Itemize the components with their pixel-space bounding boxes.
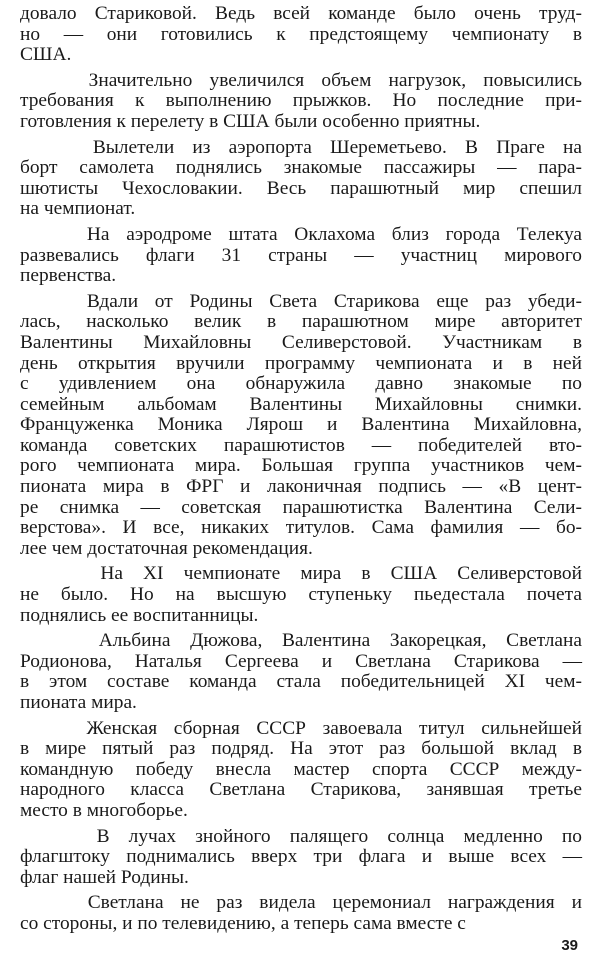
text-line: Валентины Михайловны Селиверстовой. Участникам в [20,331,582,353]
text-line: В лучах знойного палящего солнца медленно по [20,825,582,847]
paragraph [20,225,582,287]
text-line: Светлана не раз видела церемониал награждения и [20,892,582,914]
text-line: Женская сборная СССР завоевала титул сильнейшей [20,717,582,739]
text-line: место в многоборье. [20,799,188,821]
text-line: готовления к перелету в США были особенно приятны. [20,110,481,132]
text-line: борт самолета поднялись знакомые пассажиры — пара- [20,157,582,179]
text-line: рого чемпионата мира. Большая группа участников чем- [20,455,582,477]
text-line: Вдали от Родины Света Старикова еще раз убеди- [20,290,582,312]
text-line: верстова». И все, никаких титулов. Сама фамилия — бо- [20,517,582,539]
page-number: 39 [561,937,578,954]
text-line: флаг нашей Родины. [20,866,189,888]
paragraph [20,719,582,822]
text-line: На аэродроме штата Оклахома близ города Телекуа [20,223,582,245]
paragraph [20,71,582,133]
text-line: в мире пятый раз подряд. На этот раз большой вклад в [20,738,582,760]
text-line: пионата мира в ФРГ и лаконичная подпись — «В цент- [20,476,582,498]
text-line: лась, насколько велик в парашютном мире авторитет [20,311,582,333]
paragraph [20,827,582,889]
text-line: флагштоку поднимались вверх три флага и выше всех — [20,846,582,868]
text-line: со стороны, и по телевидению, а теперь сама вместе с [20,912,466,934]
text-line: ре снимка — советская парашютистка Валентина Сели- [20,496,582,518]
book-page-text [20,4,582,940]
text-line: командную победу внесла мастер спорта СССР между- [20,758,582,780]
paragraph [20,631,582,713]
text-line: на чемпионат. [20,198,136,220]
text-line: лее чем достаточная рекомендация. [20,537,313,559]
text-line: но — они готовились к предстоящему чемпионату в [20,23,582,45]
text-line: не было. Но на высшую ступеньку пьедестала почета [20,584,582,606]
text-line: Альбина Дюжова, Валентина Закорецкая, Светлана [20,630,582,652]
text-line: первенства. [20,265,117,287]
text-line: развевались флаги 31 страны — участниц мирового [20,244,582,266]
text-line: семейным альбомам Валентины Михайловны снимки. [20,393,582,415]
text-line: шютисты Чехословакии. Весь парашютный мир спешил [20,177,582,199]
paragraph [20,893,582,934]
paragraph [20,564,582,626]
text-line: пионата мира. [20,692,137,713]
text-line: довало Стариковой. Ведь всей команде было очень труд- [20,3,582,24]
text-line: день открытия вручили программу чемпионата и в ней [20,352,582,374]
paragraph [20,4,582,66]
text-line: Родионова, Наталья Сергеева и Светлана Старикова — [20,650,582,672]
paragraph [20,138,582,220]
text-line: США. [20,44,72,66]
text-line: в этом составе команда стала победительницей XI чем- [20,671,582,693]
text-line: требования к выполнению прыжков. Но последние при- [20,90,582,112]
text-line: Значительно увеличился объем нагрузок, повысились [20,69,582,91]
paragraph [20,292,582,560]
text-line: народного класса Светлана Старикова, занявшая третье [20,779,582,801]
text-line: с удивлением она обнаружила давно знакомые по [20,373,582,395]
text-line: поднялись ее воспитанницы. [20,604,259,626]
text-line: команда советских парашютистов — победителей вто- [20,434,582,456]
text-line: Вылетели из аэропорта Шереметьево. В Праге на [20,136,582,158]
text-line: Француженка Моника Лярош и Валентина Михайловна, [20,414,582,436]
text-line: На XI чемпионате мира в США Селиверстовой [20,563,582,585]
